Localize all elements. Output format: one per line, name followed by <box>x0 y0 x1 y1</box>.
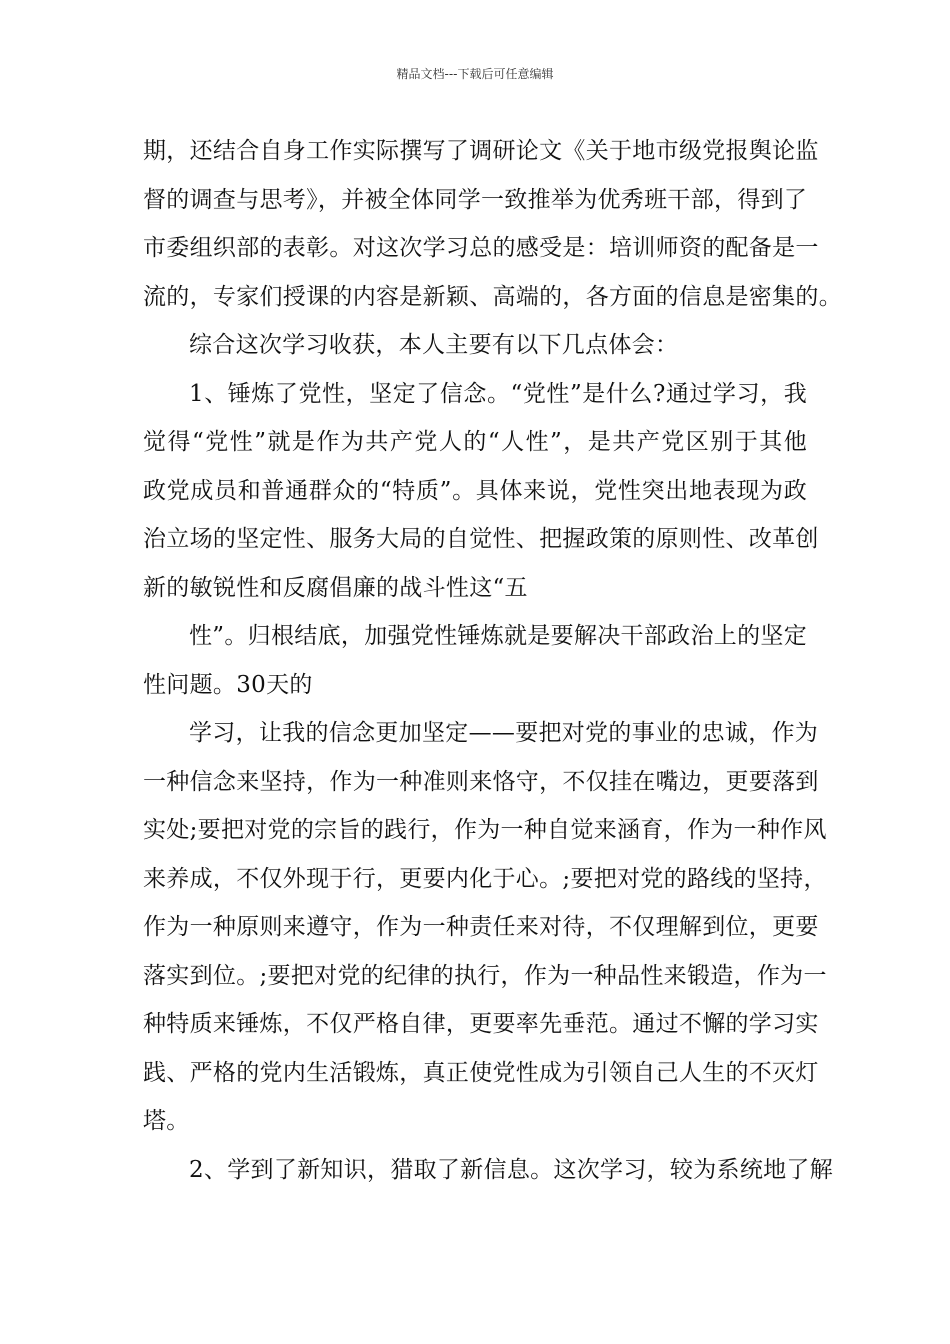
text-line: 一种信念来坚持，作为一种准则来恪守，不仅挂在嘴边，更要落到 <box>143 768 819 795</box>
text-line: 2、学到了新知识，猎取了新信息。这次学习，较为系统地了解 <box>189 1156 834 1183</box>
text-line: 督的调查与思考》，并被全体同学一致推举为优秀班干部，得到了 <box>143 186 808 213</box>
document-body <box>143 127 842 1194</box>
text-line: 1、锤炼了党性，坚定了信念。“党性”是什么?通过学习，我 <box>189 380 807 407</box>
text-line: 性”。归根结底，加强党性锤炼就是要解决干部政治上的坚定 <box>189 623 807 649</box>
text-line: 市委组织部的表彰。对这次学习总的感受是：培训师资的配备是一 <box>143 235 819 261</box>
text-line: 新的敏锐性和反腐倡廉的战斗性这“五 <box>143 574 528 601</box>
text-line: 实处;要把对党的宗旨的践行，作为一种自觉来涵育，作为一种作风 <box>143 817 827 843</box>
text-line: 治立场的坚定性、服务大局的自觉性、把握政策的原则性、改革创 <box>143 526 819 552</box>
text-line: 落实到位。;要把对党的纪律的执行，作为一种品性来锻造，作为一 <box>143 962 827 989</box>
text-line: 综合这次学习收获，本人主要有以下几点体会： <box>189 332 679 358</box>
text-line: 学习，让我的信念更加坚定——要把对党的事业的忠诚，作为 <box>189 720 819 746</box>
text-line: 作为一种原则来遵守，作为一种责任来对待，不仅理解到位，更要 <box>143 914 819 940</box>
text-line: 流的，专家们授课的内容是新颖、高端的，各方面的信息是密集的。 <box>143 283 842 310</box>
text-line: 践、严格的党内生活锻炼，真正使党性成为引领自己人生的不灭灯 <box>143 1059 819 1086</box>
page-header: 精品文档---下载后可任意编辑 <box>396 67 554 81</box>
text-line: 来养成，不仅外现于行，更要内化于心。;要把对党的路线的坚持， <box>143 865 827 892</box>
text-line: 塔。 <box>143 1108 190 1134</box>
text-line: 种特质来锤炼，不仅严格自律，更要率先垂范。通过不懈的学习实 <box>143 1011 819 1037</box>
text-line: 觉得“党性”就是作为共产党人的“人性”，是共产党区别于其他 <box>143 429 807 455</box>
text-line: 期，还结合自身工作实际撰写了调研论文《关于地市级党报舆论监 <box>143 138 819 164</box>
text-line: 政党成员和普通群众的“特质”。具体来说，党性突出地表现为政 <box>143 477 807 504</box>
text-line: 性问题。30天的 <box>143 671 313 698</box>
